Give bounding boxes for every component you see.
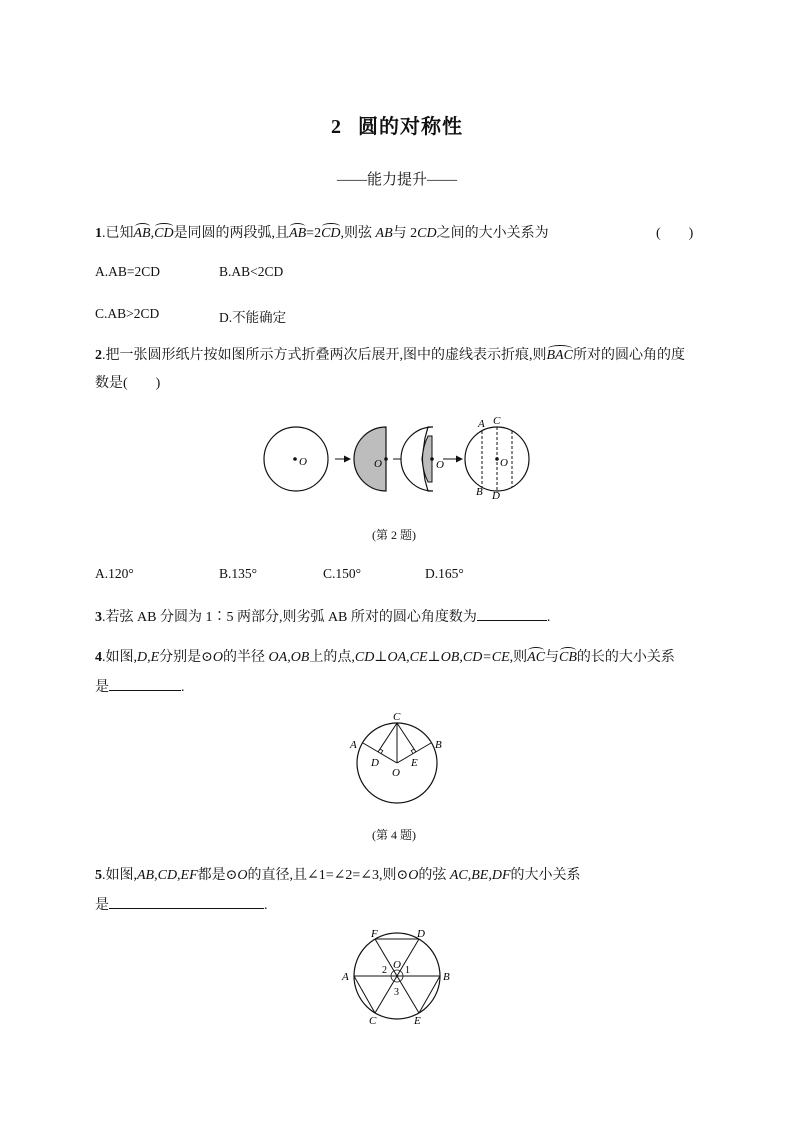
question-5: 5.如图,AB,CD,EF都是⊙O的直径,且∠1=∠2=∠3,则⊙O的弦 AC,BE,DF的大小关系 (95, 868, 581, 883)
figure-q5 (340, 925, 455, 1030)
option-c: C.AB>2CD (95, 306, 160, 321)
figure-caption: (第 2 题) (372, 528, 416, 542)
page-title (0, 110, 794, 139)
svg-text:O: O (436, 459, 444, 471)
answer-paren: ( ) (656, 226, 694, 241)
chord-be (419, 976, 440, 1013)
question-2: 2.把一张圆形纸片按如图所示方式折叠两次后展开,图中的虚线表示折痕,则BAC所对的圆心角的度 (95, 346, 685, 366)
label-e: E (414, 1015, 421, 1027)
segment-cd (378, 723, 397, 752)
arc-symbol: CD (154, 224, 173, 244)
arc-symbol: AB (289, 224, 306, 244)
arc-symbol: AC (527, 648, 545, 668)
option-d: D.不能确定 (219, 310, 287, 325)
label-c: C (493, 415, 501, 427)
question-5-line2: 是 . (95, 894, 268, 916)
label-d: D (417, 928, 425, 940)
chord-ac (354, 976, 375, 1013)
radius-oa (363, 743, 397, 763)
question-number: 4 (95, 650, 102, 665)
label-a: A (350, 739, 357, 751)
option-a: A.AB=2CD (95, 264, 160, 279)
label-c: C (393, 711, 401, 723)
arc-symbol: AB (134, 224, 151, 244)
label-d: D (371, 757, 379, 769)
question-1: 1.已知AB,CD是同圆的两段弧,且AB=2CD,则弦 AB与 2CD之间的大小关系为 (95, 224, 549, 244)
question-number: 3 (95, 610, 102, 625)
angle-2-label: 2 (382, 965, 387, 976)
option-d: D.165° (425, 566, 464, 581)
svg-text:O: O (500, 457, 508, 469)
figure-caption: (第 4 题) (372, 828, 416, 842)
label-c: C (369, 1015, 377, 1027)
label-o: O (393, 959, 401, 971)
label-b: B (443, 971, 450, 983)
option-c: C.150° (323, 566, 362, 581)
label-b: B (476, 486, 483, 498)
option-b: B.AB<2CD (219, 264, 284, 279)
section-title: 圆的对称性 (358, 114, 463, 138)
label-a: A (478, 418, 485, 430)
label-e: E (411, 757, 418, 769)
label-f: F (371, 928, 378, 940)
arc-symbol: CB (559, 648, 577, 668)
label-o: O (299, 456, 307, 468)
label-o: O (392, 767, 400, 779)
question-number: 2 (95, 348, 102, 363)
svg-text:O: O (374, 458, 382, 470)
option-a: A.120° (95, 566, 134, 581)
segment-ce (397, 723, 416, 752)
question-4-line2: 是 . (95, 676, 185, 698)
arc-symbol: BAC (547, 346, 573, 366)
arc-symbol: CD (321, 224, 340, 244)
figure-q4 (345, 708, 450, 808)
answer-blank[interactable] (109, 894, 264, 909)
label-a: A (342, 971, 349, 983)
question-number: 1 (95, 226, 102, 241)
answer-blank[interactable] (477, 606, 547, 621)
figure-q2-folding (255, 410, 545, 510)
question-2-line2: 数是( ) (95, 376, 161, 391)
angle-1-label: 1 (405, 965, 410, 976)
label-b: B (435, 739, 442, 751)
question-number: 5 (95, 868, 102, 883)
question-3: 3.若弦 AB 分圆为 1∶5 两部分,则劣弧 AB 所对的圆心角度数为 . (95, 606, 550, 628)
angle-3-label: 3 (394, 987, 399, 998)
answer-blank[interactable] (109, 676, 181, 691)
question-4: 4.如图,D,E分别是⊙O的半径 OA,OB上的点,CD⊥OA,CE⊥OB,CD=CE,则AC与CB的长的大小关系 (95, 648, 675, 668)
section-number: 2 (331, 116, 342, 138)
label-d: D (492, 490, 500, 502)
subtitle: ——能力提升—— (336, 172, 457, 188)
option-b: B.135° (219, 566, 258, 581)
